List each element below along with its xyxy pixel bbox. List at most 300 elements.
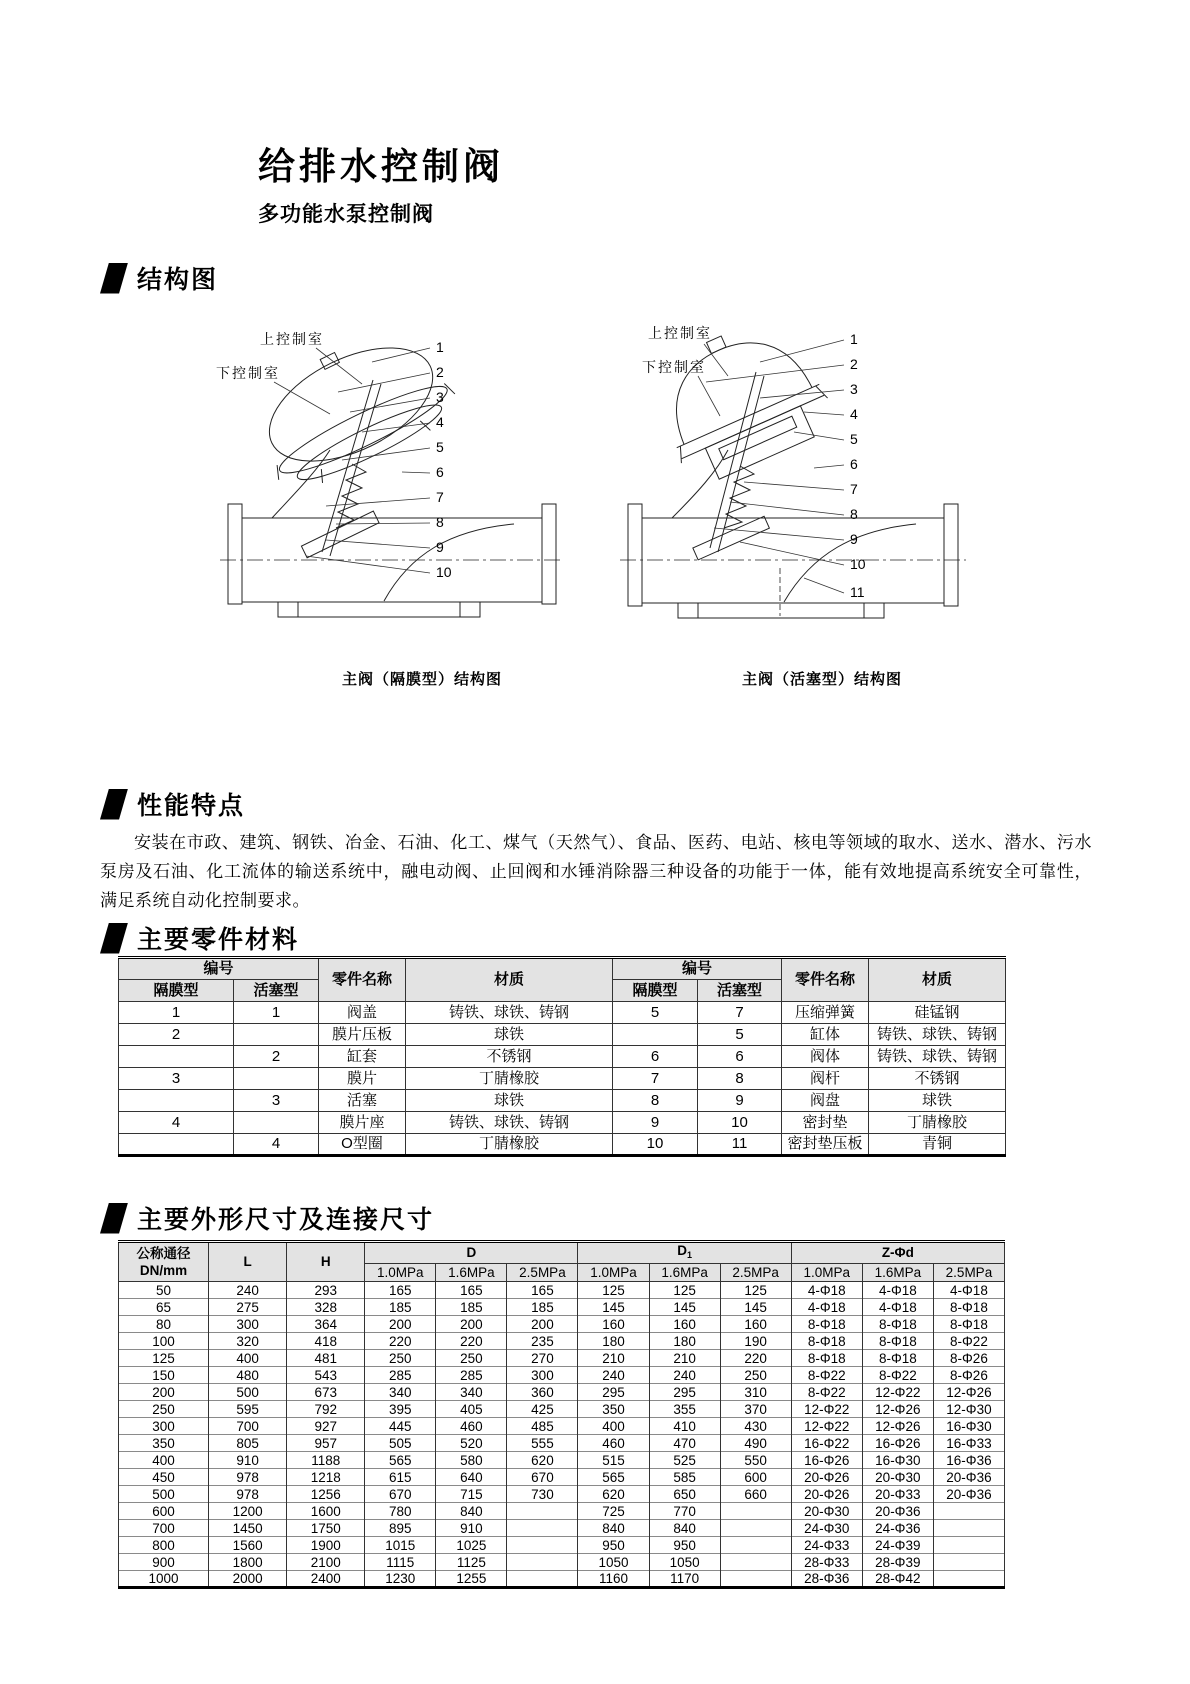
dimension-cell: 900 — [119, 1554, 209, 1571]
callout-number: 9 — [850, 531, 858, 547]
dimension-cell: 400 — [578, 1418, 649, 1435]
section-marker-icon — [100, 1203, 128, 1234]
dimension-cell: 160 — [578, 1316, 649, 1333]
dimension-cell: 328 — [287, 1299, 365, 1316]
piston-valve-drawing — [608, 316, 1008, 656]
dimension-cell: 840 — [436, 1503, 507, 1520]
dimension-cell: 355 — [649, 1401, 720, 1418]
part-cell: 球铁 — [406, 1024, 613, 1046]
part-cell: 6 — [613, 1046, 698, 1068]
dimension-cell: 20-Φ36 — [933, 1486, 1004, 1503]
dimension-cell: 220 — [720, 1350, 791, 1367]
dimension-cell — [507, 1503, 578, 1520]
dimension-cell: 1015 — [365, 1537, 436, 1554]
col-header-diaphragm: 隔膜型 — [613, 980, 698, 1002]
dimension-cell: 220 — [365, 1333, 436, 1350]
dimension-cell: 595 — [209, 1401, 287, 1418]
dimension-cell: 210 — [649, 1350, 720, 1367]
dimension-cell: 20-Φ26 — [791, 1469, 862, 1486]
col-header-material: 材质 — [406, 958, 613, 1002]
dimension-cell: 485 — [507, 1418, 578, 1435]
dimension-cell: 1750 — [287, 1520, 365, 1537]
dimension-cell: 895 — [365, 1520, 436, 1537]
part-cell: 膜片座 — [319, 1112, 406, 1134]
dimension-cell: 20-Φ30 — [791, 1503, 862, 1520]
dimension-cell: 585 — [649, 1469, 720, 1486]
callout-number: 4 — [850, 406, 858, 422]
part-cell: 5 — [613, 1002, 698, 1024]
callout-number: 10 — [850, 556, 866, 572]
dimension-cell: 165 — [507, 1282, 578, 1299]
dimension-cell: 20-Φ36 — [862, 1503, 933, 1520]
dimension-cell: 250 — [720, 1367, 791, 1384]
part-cell: 硅锰钢 — [869, 1002, 1006, 1024]
col-header-D1 — [578, 1242, 791, 1264]
dimension-cell: 500 — [119, 1486, 209, 1503]
d1-label: D — [677, 1243, 687, 1258]
dimension-cell: 165 — [365, 1282, 436, 1299]
dimension-cell: 2000 — [209, 1571, 287, 1588]
dimension-cell: 555 — [507, 1435, 578, 1452]
dimension-cell: 12-Φ26 — [933, 1384, 1004, 1401]
dimension-cell: 670 — [507, 1469, 578, 1486]
callout-leader-line — [372, 348, 430, 362]
part-cell: 3 — [119, 1068, 234, 1090]
part-cell: 球铁 — [406, 1090, 613, 1112]
dimension-cell: 240 — [209, 1282, 287, 1299]
dimension-cell: 580 — [436, 1452, 507, 1469]
callout-leader-line — [706, 365, 844, 382]
table-row — [119, 1469, 1005, 1486]
dimension-cell: 978 — [209, 1486, 287, 1503]
callout-number: 1 — [850, 331, 858, 347]
dimension-cell: 320 — [209, 1333, 287, 1350]
callout-leader-line — [336, 523, 430, 524]
dimension-cell: 240 — [578, 1367, 649, 1384]
dimension-cell: 800 — [119, 1537, 209, 1554]
part-cell: 铸铁、球铁、铸钢 — [869, 1024, 1006, 1046]
dimension-cell: 16-Φ33 — [933, 1435, 1004, 1452]
dimension-cell: 8-Φ22 — [862, 1367, 933, 1384]
callout-leader-line — [326, 540, 430, 548]
parts-material-table — [118, 956, 1006, 1157]
table-row — [119, 1435, 1005, 1452]
dimension-cell: 8-Φ18 — [862, 1350, 933, 1367]
dimension-cell: 370 — [720, 1401, 791, 1418]
section-marker-icon — [100, 789, 128, 820]
chamber-label: 下控制室 — [216, 365, 280, 381]
dn-label-line1: 公称通径 — [136, 1246, 191, 1261]
callout-number: 11 — [850, 584, 865, 600]
table-row — [119, 1333, 1005, 1350]
col-header-pressure: 1.0MPa — [791, 1264, 862, 1282]
dimension-cell: 1800 — [209, 1554, 287, 1571]
title-block — [258, 136, 504, 228]
dimension-cell: 525 — [649, 1452, 720, 1469]
part-cell: 8 — [613, 1090, 698, 1112]
chamber-label: 下控制室 — [642, 359, 706, 375]
table-row — [119, 1112, 1006, 1134]
callout-number: 3 — [850, 381, 858, 397]
dimension-cell: 640 — [436, 1469, 507, 1486]
part-cell: 3 — [234, 1090, 319, 1112]
dimension-cell: 515 — [578, 1452, 649, 1469]
dimension-cell — [507, 1520, 578, 1537]
table-row — [119, 1452, 1005, 1469]
col-header-pressure: 1.6MPa — [436, 1264, 507, 1282]
col-header-pressure: 1.0MPa — [578, 1264, 649, 1282]
dimension-cell: 425 — [507, 1401, 578, 1418]
dimension-cell: 520 — [436, 1435, 507, 1452]
dimension-cell: 1230 — [365, 1571, 436, 1588]
dimension-cell: 1050 — [578, 1554, 649, 1571]
dimension-cell: 615 — [365, 1469, 436, 1486]
part-cell: 铸铁、球铁、铸钢 — [406, 1112, 613, 1134]
dimension-cell: 340 — [436, 1384, 507, 1401]
col-header-part-name: 零件名称 — [782, 958, 869, 1002]
callout-leader-line — [714, 528, 844, 540]
callout-number: 1 — [436, 339, 444, 355]
dimension-cell: 250 — [119, 1401, 209, 1418]
chamber-label: 上控制室 — [648, 325, 712, 341]
dimension-cell: 20-Φ30 — [862, 1469, 933, 1486]
table-row — [119, 1134, 1006, 1156]
dimension-cell: 8-Φ22 — [933, 1333, 1004, 1350]
part-cell: 11 — [698, 1134, 782, 1156]
dimension-cell: 670 — [365, 1486, 436, 1503]
part-cell — [234, 1068, 319, 1090]
dimension-cell: 840 — [578, 1520, 649, 1537]
part-cell: 4 — [234, 1134, 319, 1156]
dimension-cell: 460 — [578, 1435, 649, 1452]
dimension-cell: 500 — [209, 1384, 287, 1401]
col-header-pressure: 1.6MPa — [649, 1264, 720, 1282]
part-cell: 4 — [119, 1112, 234, 1134]
part-cell: 10 — [698, 1112, 782, 1134]
dimension-cell: 8-Φ18 — [791, 1333, 862, 1350]
dimension-cell: 310 — [720, 1384, 791, 1401]
dimension-cell: 350 — [119, 1435, 209, 1452]
diaphragm-valve-drawing — [212, 322, 612, 652]
features-paragraph: 安装在市政、建筑、钢铁、冶金、石油、化工、煤气（天然气）、食品、医药、电站、核电等领域的取水、送水、潜水、污水泵房及石油、化工流体的输送系统中，融电动阀、止回阀和水锤消除器三种设备的功能于一体，能有效地提高系统安全可靠性，满足系统自动化控制要求。 — [100, 833, 1092, 910]
dimension-cell: 270 — [507, 1350, 578, 1367]
col-header-Z-phi-d: Z-Φd — [791, 1242, 1004, 1264]
chamber-label: 上控制室 — [260, 331, 324, 347]
dimension-cell: 1125 — [436, 1554, 507, 1571]
dimension-cell: 410 — [649, 1418, 720, 1435]
dimension-cell: 1218 — [287, 1469, 365, 1486]
dimension-cell: 450 — [119, 1469, 209, 1486]
col-header-H: H — [287, 1242, 365, 1282]
dimensions-table — [118, 1240, 1005, 1589]
col-header-pressure: 2.5MPa — [720, 1264, 791, 1282]
callout-number: 8 — [850, 506, 858, 522]
dimension-cell: 600 — [720, 1469, 791, 1486]
dimension-cell: 8-Φ18 — [933, 1316, 1004, 1333]
part-cell: 7 — [698, 1002, 782, 1024]
dimension-cell: 12-Φ22 — [791, 1418, 862, 1435]
dimension-cell: 16-Φ36 — [933, 1452, 1004, 1469]
dimension-cell: 700 — [209, 1418, 287, 1435]
table-row — [119, 1384, 1005, 1401]
dimension-cell: 8-Φ26 — [933, 1367, 1004, 1384]
dimension-cell: 4-Φ18 — [862, 1299, 933, 1316]
part-cell — [119, 1090, 234, 1112]
dimension-cell: 418 — [287, 1333, 365, 1350]
dimension-cell: 50 — [119, 1282, 209, 1299]
dimension-cell: 505 — [365, 1435, 436, 1452]
part-cell: 不锈钢 — [406, 1046, 613, 1068]
callout-number: 9 — [436, 539, 444, 555]
part-cell: 缸体 — [782, 1024, 869, 1046]
table-row — [119, 1024, 1006, 1046]
dimension-cell: 565 — [365, 1452, 436, 1469]
callout-leader-line — [794, 432, 844, 440]
dimension-cell — [933, 1537, 1004, 1554]
section-marker-icon — [100, 263, 128, 294]
part-cell — [234, 1112, 319, 1134]
part-cell: 2 — [234, 1046, 319, 1068]
dimension-cell: 8-Φ18 — [791, 1316, 862, 1333]
dimension-cell: 360 — [507, 1384, 578, 1401]
part-cell: 1 — [119, 1002, 234, 1024]
dimension-cell: 190 — [720, 1333, 791, 1350]
col-header-piston: 活塞型 — [698, 980, 782, 1002]
dimension-cell: 20-Φ33 — [862, 1486, 933, 1503]
part-cell: 铸铁、球铁、铸钢 — [869, 1046, 1006, 1068]
dimension-cell: 340 — [365, 1384, 436, 1401]
section-structure — [100, 260, 218, 296]
part-cell: 阀盖 — [319, 1002, 406, 1024]
table-row — [119, 1537, 1005, 1554]
dimension-cell: 12-Φ26 — [862, 1401, 933, 1418]
section-features-title: 性能特点 — [137, 792, 246, 820]
callout-leader-line — [804, 412, 844, 415]
dimension-cell: 295 — [649, 1384, 720, 1401]
dimension-cell: 8-Φ22 — [791, 1367, 862, 1384]
dimension-cell: 235 — [507, 1333, 578, 1350]
section-structure-title: 结构图 — [137, 266, 219, 294]
dimension-cell: 840 — [649, 1520, 720, 1537]
dimension-cell: 125 — [578, 1282, 649, 1299]
dimension-cell: 2400 — [287, 1571, 365, 1588]
dimension-cell: 600 — [119, 1503, 209, 1520]
table-row — [119, 1350, 1005, 1367]
dimension-cell: 620 — [507, 1452, 578, 1469]
col-header-pressure: 1.6MPa — [862, 1264, 933, 1282]
table-row — [119, 1367, 1005, 1384]
part-cell: 1 — [234, 1002, 319, 1024]
dimension-cell: 730 — [507, 1486, 578, 1503]
dimension-cell: 405 — [436, 1401, 507, 1418]
dimension-cell — [933, 1571, 1004, 1588]
table-row — [119, 1554, 1005, 1571]
dimension-cell: 200 — [436, 1316, 507, 1333]
part-cell: 阀盘 — [782, 1090, 869, 1112]
dimension-cell: 150 — [119, 1367, 209, 1384]
callout-number: 5 — [850, 431, 858, 447]
dimension-cell: 24-Φ30 — [791, 1520, 862, 1537]
part-cell: 丁腈橡胶 — [869, 1112, 1006, 1134]
dimension-cell: 910 — [436, 1520, 507, 1537]
table-row — [119, 1486, 1005, 1503]
col-header-pressure: 2.5MPa — [933, 1264, 1004, 1282]
dimension-cell: 24-Φ36 — [862, 1520, 933, 1537]
dimension-cell: 160 — [649, 1316, 720, 1333]
dimension-cell — [720, 1537, 791, 1554]
dimension-cell: 20-Φ26 — [791, 1486, 862, 1503]
dimension-cell: 125 — [720, 1282, 791, 1299]
part-cell: 7 — [613, 1068, 698, 1090]
part-cell: 10 — [613, 1134, 698, 1156]
col-header-piston: 活塞型 — [234, 980, 319, 1002]
callout-number: 2 — [850, 356, 858, 372]
dimension-cell: 1000 — [119, 1571, 209, 1588]
dimension-cell: 200 — [119, 1384, 209, 1401]
dimension-cell: 725 — [578, 1503, 649, 1520]
callout-leader-line — [744, 482, 844, 490]
col-header-dn — [119, 1242, 209, 1282]
table-row — [119, 1299, 1005, 1316]
dimension-cell: 910 — [209, 1452, 287, 1469]
dimension-cell: 8-Φ18 — [933, 1299, 1004, 1316]
dimension-cell: 1200 — [209, 1503, 287, 1520]
dimension-cell: 210 — [578, 1350, 649, 1367]
dn-label-line2: DN/mm — [139, 1263, 188, 1278]
callout-number: 3 — [436, 389, 444, 405]
dimension-cell: 2100 — [287, 1554, 365, 1571]
dimension-cell: 950 — [578, 1537, 649, 1554]
page-title: 给排水控制阀 — [258, 147, 504, 188]
section-materials — [100, 920, 299, 956]
dimension-cell: 16-Φ26 — [862, 1435, 933, 1452]
part-cell — [119, 1046, 234, 1068]
dimension-cell: 16-Φ26 — [791, 1452, 862, 1469]
diaphragm-valve-diagram — [212, 322, 612, 652]
dimension-cell: 185 — [365, 1299, 436, 1316]
part-cell: 不锈钢 — [869, 1068, 1006, 1090]
part-cell: 阀体 — [782, 1046, 869, 1068]
col-header-pressure: 2.5MPa — [507, 1264, 578, 1282]
dimension-cell: 250 — [365, 1350, 436, 1367]
callout-number: 10 — [436, 564, 452, 580]
table-row — [119, 1002, 1006, 1024]
callout-number: 2 — [436, 364, 444, 380]
dimension-cell: 12-Φ30 — [933, 1401, 1004, 1418]
d1-subscript: 1 — [686, 1250, 692, 1260]
table-row — [119, 1316, 1005, 1333]
callout-number: 6 — [850, 456, 858, 472]
dimension-cell — [507, 1554, 578, 1571]
col-header-number: 编号 — [613, 958, 782, 980]
dimension-cell: 470 — [649, 1435, 720, 1452]
part-cell: 2 — [119, 1024, 234, 1046]
section-dimensions-title: 主要外形尺寸及连接尺寸 — [137, 1206, 435, 1234]
table-row — [119, 1282, 1005, 1299]
dimension-cell: 460 — [436, 1418, 507, 1435]
dimension-cell: 285 — [436, 1367, 507, 1384]
page-subtitle: 多功能水泵控制阀 — [258, 203, 434, 226]
dimension-cell: 430 — [720, 1418, 791, 1435]
dimension-cell: 8-Φ18 — [791, 1350, 862, 1367]
dimension-cell: 543 — [287, 1367, 365, 1384]
callout-leader-line — [760, 340, 844, 362]
dimension-cell: 250 — [436, 1350, 507, 1367]
dimension-cell: 80 — [119, 1316, 209, 1333]
dimension-cell: 24-Φ39 — [862, 1537, 933, 1554]
dimension-cell: 145 — [578, 1299, 649, 1316]
dimension-cell: 28-Φ36 — [791, 1571, 862, 1588]
dimension-cell: 395 — [365, 1401, 436, 1418]
dimension-cell: 125 — [119, 1350, 209, 1367]
dimension-cell: 28-Φ39 — [862, 1554, 933, 1571]
section-dimensions — [100, 1200, 434, 1236]
dimension-cell: 660 — [720, 1486, 791, 1503]
col-header-diaphragm: 隔膜型 — [119, 980, 234, 1002]
dimension-cell: 1160 — [578, 1571, 649, 1588]
table-row — [119, 1520, 1005, 1537]
dimension-cell: 125 — [649, 1282, 720, 1299]
dimension-cell — [507, 1571, 578, 1588]
dimension-cell: 65 — [119, 1299, 209, 1316]
dimension-cell: 100 — [119, 1333, 209, 1350]
dimension-cell: 364 — [287, 1316, 365, 1333]
dimension-cell: 1170 — [649, 1571, 720, 1588]
table-row — [119, 1090, 1006, 1112]
dimension-cell: 805 — [209, 1435, 287, 1452]
section-features — [100, 786, 245, 822]
dimension-cell: 293 — [287, 1282, 365, 1299]
dimension-cell: 957 — [287, 1435, 365, 1452]
col-header-material: 材质 — [869, 958, 1006, 1002]
dimension-cell: 200 — [365, 1316, 436, 1333]
dimension-cell: 24-Φ33 — [791, 1537, 862, 1554]
dimension-cell: 275 — [209, 1299, 287, 1316]
callout-leader-line — [326, 498, 430, 506]
dimension-cell: 12-Φ26 — [862, 1418, 933, 1435]
table-row — [119, 1503, 1005, 1520]
dimension-cell: 165 — [436, 1282, 507, 1299]
dimension-cell: 490 — [720, 1435, 791, 1452]
dimension-cell — [720, 1554, 791, 1571]
dimension-cell: 185 — [436, 1299, 507, 1316]
dimension-cell: 4-Φ18 — [862, 1282, 933, 1299]
callout-number: 7 — [850, 481, 858, 497]
part-cell — [119, 1134, 234, 1156]
part-cell: 膜片 — [319, 1068, 406, 1090]
part-cell: 压缩弹簧 — [782, 1002, 869, 1024]
dimension-cell: 180 — [649, 1333, 720, 1350]
dimension-cell: 550 — [720, 1452, 791, 1469]
part-cell — [234, 1024, 319, 1046]
dimension-cell: 481 — [287, 1350, 365, 1367]
dimension-cell: 28-Φ33 — [791, 1554, 862, 1571]
col-header-pressure: 1.0MPa — [365, 1264, 436, 1282]
part-cell: 阀杆 — [782, 1068, 869, 1090]
dimension-cell: 12-Φ22 — [862, 1384, 933, 1401]
dimension-cell: 4-Φ18 — [791, 1282, 862, 1299]
section-marker-icon — [100, 923, 128, 954]
callout-number: 4 — [436, 414, 444, 430]
part-cell: O型圈 — [319, 1134, 406, 1156]
col-header-D: D — [365, 1242, 578, 1264]
dimension-cell: 1025 — [436, 1537, 507, 1554]
part-cell: 密封垫压板 — [782, 1134, 869, 1156]
table-row — [119, 1401, 1005, 1418]
dimension-cell — [720, 1503, 791, 1520]
dimension-cell: 350 — [578, 1401, 649, 1418]
dimension-cell: 1900 — [287, 1537, 365, 1554]
